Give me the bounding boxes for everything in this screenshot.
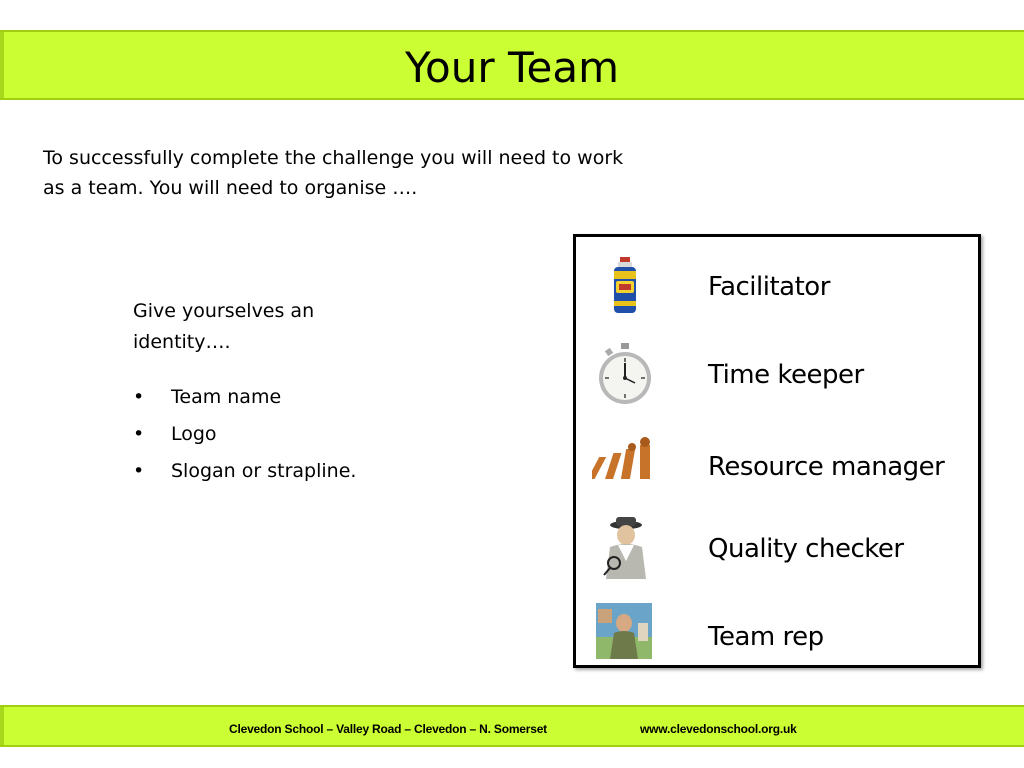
identity-bullet-list [133, 382, 363, 487]
role-team-rep [592, 603, 972, 673]
role-label: Facilitator [708, 272, 830, 302]
dominoes-figures-icon [592, 433, 658, 499]
list-item [133, 456, 363, 487]
footer-website-link[interactable]: www.clevedonschool.org.uk [640, 722, 797, 736]
slide-title: Your Team [404, 43, 620, 92]
role-label: Team rep [708, 622, 824, 652]
roles-panel [573, 234, 981, 668]
bullet-icon: • [133, 460, 145, 482]
role-facilitator [592, 253, 972, 323]
identity-section [133, 296, 363, 493]
bullet-text: Slogan or strapline. [171, 460, 357, 482]
bullet-icon: • [133, 423, 145, 445]
list-item [133, 382, 363, 413]
role-time-keeper [592, 341, 972, 411]
footer-address: Clevedon School – Valley Road – Clevedon – N. Somerset [229, 722, 547, 736]
role-label: Resource manager [708, 452, 945, 482]
person-photo-icon [592, 603, 658, 669]
detective-icon [592, 515, 658, 581]
role-resource-manager [592, 433, 972, 503]
title-band [0, 30, 1024, 100]
footer-band [0, 705, 1024, 747]
intro-text: To successfully complete the challenge you will need to work as a team. You will need to organise …. [43, 147, 624, 199]
spray-can-icon [592, 253, 658, 319]
role-quality-checker [592, 515, 972, 585]
list-item [133, 419, 363, 450]
bullet-text: Team name [171, 386, 282, 408]
bullet-icon: • [133, 386, 145, 408]
role-label: Time keeper [708, 360, 864, 390]
stopwatch-icon [592, 341, 658, 407]
role-label: Quality checker [708, 534, 904, 564]
identity-heading: Give yourselves an identity…. [133, 300, 315, 353]
bullet-text: Logo [171, 423, 217, 445]
